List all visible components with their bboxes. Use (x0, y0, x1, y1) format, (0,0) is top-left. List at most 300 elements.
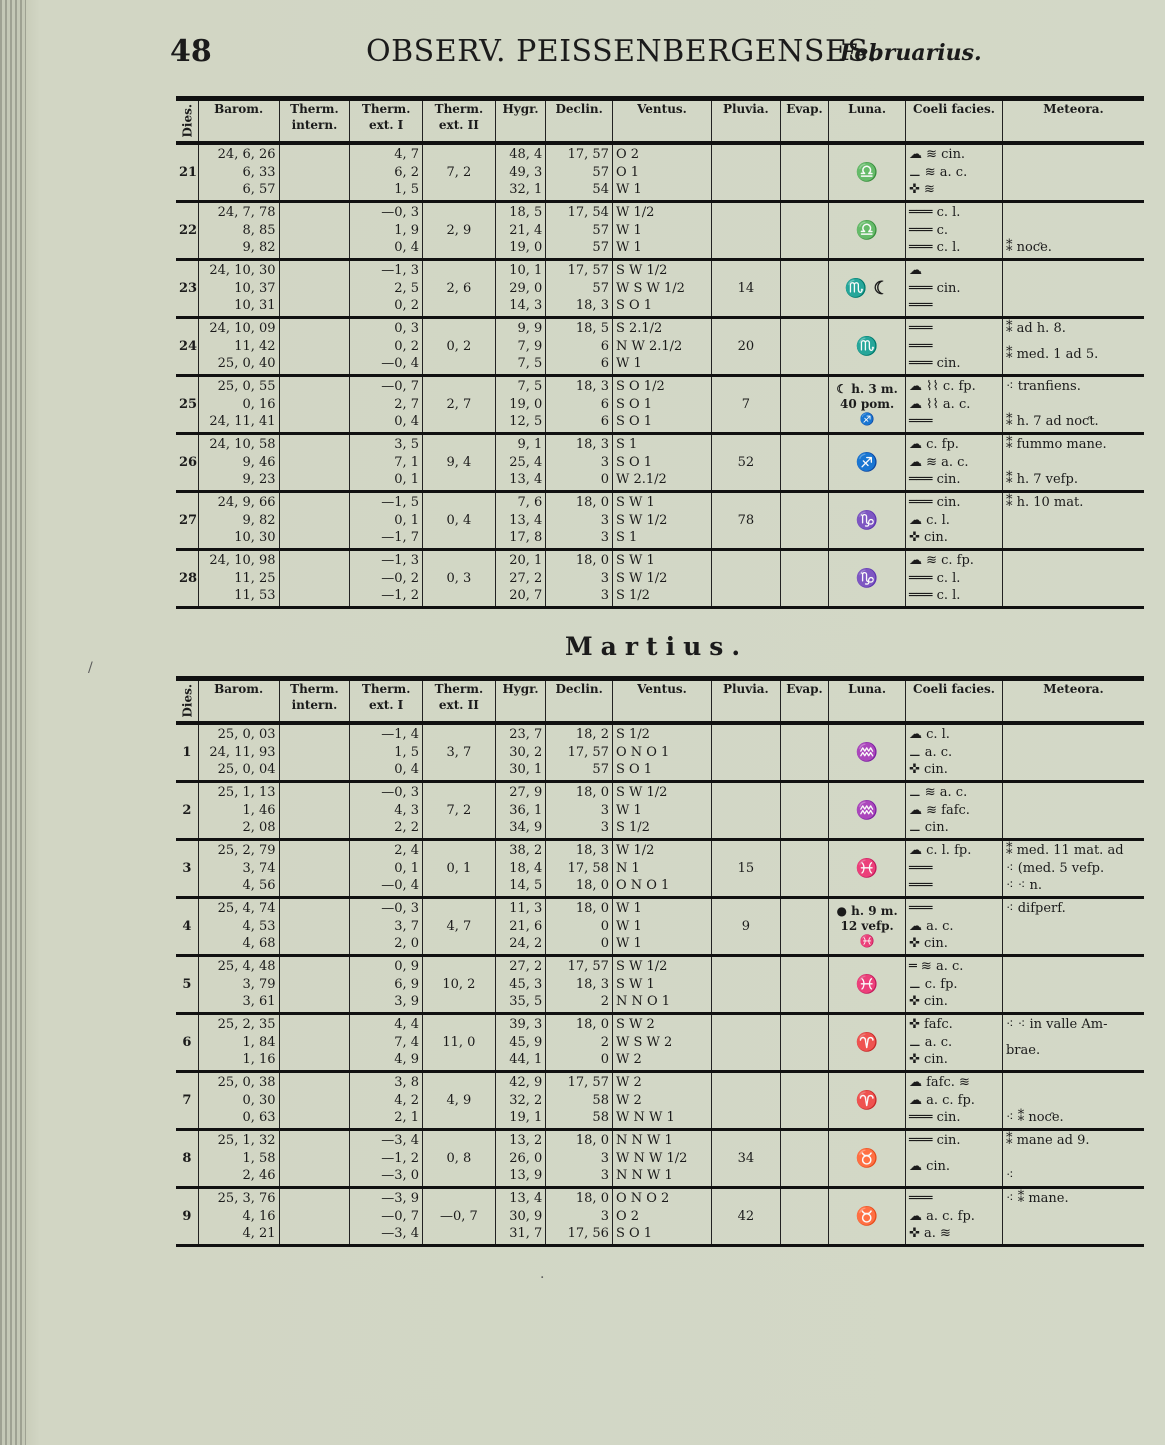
sky-cell-line: ⚊ ≋ a. c. (908, 785, 968, 800)
barometer-cell (198, 143, 279, 201)
column-header: Therm. intern. (279, 99, 350, 144)
table-row (176, 897, 1144, 955)
therm-ext2-cell: 11, 0 (423, 1013, 496, 1071)
wind-cell (612, 897, 711, 955)
day-number: 23 (179, 280, 198, 296)
declination-cell-line: 18, 0 (575, 785, 609, 800)
barometer-cell-line: 3, 61 (242, 994, 276, 1009)
therm-ext1-cell-line: 3, 5 (394, 437, 420, 452)
therm-ext2-cell: 3, 7 (423, 723, 496, 781)
declination-cell-line: 18, 0 (575, 901, 609, 916)
sky-cell-lines (909, 436, 999, 488)
sky-cell (905, 143, 1002, 201)
therm-ext1-cell-line: —3, 4 (381, 1133, 420, 1148)
wind-cell-lines (616, 494, 708, 546)
declination-cell-line: 57 (592, 280, 609, 296)
hygrometer-cell-line: 21, 4 (509, 222, 543, 238)
day-number: 22 (179, 222, 198, 238)
hygrometer-cell-line: 23, 7 (509, 727, 543, 743)
moon-cell: ♑ (829, 491, 906, 549)
hygrometer-cell-line: 18, 4 (509, 860, 543, 876)
meteora-cell-line: ⁑ med. 11 mat. ad (1005, 843, 1124, 858)
barometer-cell-lines (202, 958, 276, 1010)
declination-cell-lines (549, 146, 609, 198)
barometer-cell-lines (202, 1132, 276, 1184)
wind-cell-line: W 1 (615, 901, 642, 916)
wind-cell-line: S W 1 (615, 553, 655, 568)
table-row (176, 549, 1144, 607)
wind-cell (612, 375, 711, 433)
therm-ext2-cell: 2, 9 (423, 201, 496, 259)
therm-ext1-cell (350, 201, 423, 259)
wind-cell-line: S O 1 (615, 762, 653, 778)
wind-cell-line: S W 1/2 (615, 570, 668, 586)
declination-cell-line: 18, 3 (575, 379, 609, 394)
rain-cell: 42 (711, 1187, 780, 1245)
hygrometer-cell (495, 433, 546, 491)
therm-ext1-cell-lines (353, 552, 419, 604)
column-header: Declin. (546, 99, 613, 144)
meteora-cell-line: ⁖ (1005, 1168, 1014, 1183)
therm-ext1-cell-line: —1, 3 (381, 553, 420, 568)
barometer-cell (198, 201, 279, 259)
day-number: 4 (182, 918, 192, 934)
rain-cell (711, 201, 780, 259)
barometer-cell-lines (202, 842, 276, 894)
therm-intern-cell (279, 549, 350, 607)
declination-cell-line: 17, 56 (567, 1226, 609, 1241)
barometer-cell (198, 549, 279, 607)
therm-intern-cell (279, 723, 350, 781)
hygrometer-cell-line: 7, 5 (517, 356, 543, 371)
therm-ext1-cell-line: 7, 4 (394, 1034, 420, 1050)
evaporation-cell (780, 375, 829, 433)
table-row (176, 433, 1144, 491)
barometer-cell-line: 4, 56 (242, 878, 276, 893)
declination-cell-line: 3 (600, 1208, 609, 1224)
therm-ext1-cell (350, 1013, 423, 1071)
hygrometer-cell-line: 36, 1 (509, 802, 543, 818)
moon-cell: ♈ (829, 1071, 906, 1129)
barometer-cell-line: 4, 21 (242, 1226, 276, 1241)
declination-cell (546, 491, 613, 549)
barometer-cell (198, 491, 279, 549)
declination-cell-line: 6 (600, 414, 609, 429)
declination-cell-line: 17, 57 (567, 1075, 609, 1090)
sky-cell-line: ═══ c. l. (908, 205, 961, 220)
barometer-cell-line: 25, 0, 40 (217, 356, 276, 371)
declination-cell (546, 897, 613, 955)
barometer-cell (198, 1013, 279, 1071)
declination-cell-line: 17, 54 (567, 205, 609, 220)
sky-cell (905, 1071, 1002, 1129)
column-header: Coeli facies. (905, 679, 1002, 724)
column-header: Barom. (198, 679, 279, 724)
hygrometer-cell-line: 45, 3 (509, 976, 543, 992)
hygrometer-cell-lines (499, 436, 543, 488)
hygrometer-cell-line: 31, 7 (509, 1226, 543, 1241)
sky-cell-line: ☁ cin. (908, 1159, 951, 1174)
moon-cell: ● h. 9 m. 12 vefp. ♓ (829, 897, 906, 955)
barometer-cell-line: 24, 11, 93 (209, 744, 276, 760)
declination-cell (546, 433, 613, 491)
therm-ext1-cell (350, 781, 423, 839)
declination-cell-line: 17, 57 (567, 263, 609, 278)
wind-cell-lines (616, 900, 708, 952)
sky-cell-line: ✜ cin. (908, 1052, 948, 1067)
meteora-cell (1002, 839, 1144, 897)
declination-cell-lines (549, 1190, 609, 1242)
wind-cell-line: O N O 1 (615, 744, 670, 760)
sky-cell-lines (909, 378, 999, 430)
rain-cell: 14 (711, 259, 780, 317)
wind-cell-lines (616, 726, 708, 778)
wind-cell (612, 781, 711, 839)
sky-cell-lines (909, 1016, 999, 1068)
rain-cell: 9 (711, 897, 780, 955)
declination-cell-line: 0 (600, 472, 609, 487)
sky-cell-line: ☁ c. fp. (908, 437, 959, 452)
therm-ext1-cell-line: —1, 7 (381, 530, 420, 545)
evaporation-cell (780, 549, 829, 607)
barometer-cell-line: 24, 11, 41 (209, 414, 276, 429)
declination-cell-line: 2 (600, 1034, 609, 1050)
wind-cell-line: S 1/2 (615, 727, 650, 743)
hygrometer-cell-line: 24, 2 (509, 936, 543, 951)
hygrometer-cell-line: 32, 1 (509, 182, 543, 198)
wind-cell-lines (616, 1016, 708, 1068)
declination-cell (546, 781, 613, 839)
table-row (176, 839, 1144, 897)
barometer-cell (198, 1129, 279, 1187)
column-header: Therm. ext. I (350, 679, 423, 724)
moon-cell: ♓ (829, 955, 906, 1013)
barometer-cell (198, 259, 279, 317)
wind-cell (612, 839, 711, 897)
sky-cell-lines (909, 552, 999, 604)
therm-ext1-cell (350, 375, 423, 433)
hygrometer-cell-line: 25, 4 (509, 454, 543, 470)
therm-ext2-cell: 7, 2 (423, 781, 496, 839)
wind-cell (612, 259, 711, 317)
declination-cell-lines (549, 900, 609, 952)
therm-ext1-cell-line: 3, 7 (394, 918, 420, 934)
rain-cell (711, 143, 780, 201)
sky-cell (905, 955, 1002, 1013)
declination-cell-line: 3 (600, 1150, 609, 1166)
column-header: Pluvia. (711, 679, 780, 724)
sky-cell (905, 433, 1002, 491)
meteora-cell-lines (1006, 552, 1141, 604)
wind-cell-lines (616, 146, 708, 198)
meteora-cell (1002, 897, 1144, 955)
hygrometer-cell (495, 259, 546, 317)
sky-cell-line: ✜ cin. (908, 936, 948, 951)
hygrometer-cell-lines (499, 320, 543, 372)
running-header (170, 34, 1130, 74)
margin-mark: · (540, 1270, 545, 1286)
meteora-cell-line: ⁑ h. 7 ad noƈt. (1005, 414, 1099, 429)
page-number: 48 (170, 34, 212, 69)
wind-cell-line: S O 1 (615, 298, 653, 313)
page-title: OBSERV. PEISSENBERGENSES. (366, 34, 878, 69)
declination-cell-line: 6 (600, 356, 609, 371)
barometer-cell-line: 11, 53 (234, 588, 276, 603)
declination-cell-line: 18, 0 (575, 495, 609, 510)
meteora-cell-line: ⁑ mane ad 9. (1005, 1133, 1090, 1148)
sky-cell-line: ☁ a. c. (908, 918, 954, 934)
wind-cell-line: W 1 (615, 182, 642, 198)
sky-cell-line: ☁ ≋ fafc. (908, 802, 970, 818)
hygrometer-cell-lines (499, 958, 543, 1010)
meteora-cell-line: ⁑ noƈe. (1005, 240, 1052, 255)
barometer-cell-line: 9, 82 (242, 512, 276, 528)
meteora-cell (1002, 1187, 1144, 1245)
therm-ext1-cell-lines (353, 1132, 419, 1184)
rain-cell: 7 (711, 375, 780, 433)
hygrometer-cell-lines (499, 726, 543, 778)
declination-cell-line: 18, 0 (575, 1017, 609, 1032)
binding-edge (0, 0, 26, 1445)
therm-ext1-cell-line: —1, 4 (381, 727, 420, 743)
wind-cell-line: N N O 1 (615, 994, 671, 1009)
hygrometer-cell-line: 11, 3 (509, 901, 543, 916)
sky-cell-line: ✜ ≋ (908, 182, 935, 198)
evaporation-cell (780, 781, 829, 839)
sky-cell-lines (909, 784, 999, 836)
hygrometer-cell (495, 143, 546, 201)
barometer-cell (198, 781, 279, 839)
meteora-cell-line: ⁖ ⁖ n. (1005, 878, 1042, 893)
wind-cell-line: S O 1 (615, 396, 653, 412)
hygrometer-cell-lines (499, 1016, 543, 1068)
meteora-cell (1002, 549, 1144, 607)
day-number: 26 (179, 454, 198, 470)
hygrometer-cell (495, 1187, 546, 1245)
wind-cell-line: N 1 (615, 860, 640, 876)
therm-intern-cell (279, 491, 350, 549)
wind-cell-line: S W 2 (615, 1017, 655, 1032)
sky-cell-line: ☁ c. l. fp. (908, 843, 972, 858)
sky-cell-line: ✜ cin. (908, 530, 948, 545)
declination-cell-line: 58 (592, 1092, 609, 1108)
sky-cell-line: ☁ (908, 263, 922, 278)
barometer-cell-lines (202, 1074, 276, 1126)
day-number: 5 (182, 976, 192, 992)
evaporation-cell (780, 955, 829, 1013)
meteora-cell-lines (1006, 958, 1141, 1010)
meteora-cell-line: ⁑ h. 10 mat. (1005, 495, 1084, 510)
hygrometer-cell (495, 1013, 546, 1071)
day-number: 21 (179, 164, 198, 180)
hygrometer-cell-line: 30, 1 (509, 762, 543, 778)
hygrometer-cell-line: 20, 1 (509, 553, 543, 568)
barometer-cell-lines (202, 726, 276, 778)
barometer-cell-line: 9, 23 (242, 472, 276, 487)
column-header: Dies. (180, 683, 195, 718)
hygrometer-cell-line: 9, 1 (517, 437, 543, 452)
barometer-cell-line: 1, 58 (242, 1150, 276, 1166)
therm-ext1-cell-line: 7, 1 (394, 454, 420, 470)
therm-ext1-cell-lines (353, 900, 419, 952)
wind-cell-line: W 1 (615, 356, 642, 371)
hygrometer-cell-line: 49, 3 (509, 164, 543, 180)
wind-cell-lines (616, 1074, 708, 1126)
barometer-cell-line: 24, 10, 98 (209, 553, 276, 568)
hygrometer-cell-lines (499, 900, 543, 952)
declination-cell-line: 0 (600, 918, 609, 934)
barometer-cell-line: 3, 79 (242, 976, 276, 992)
barometer-cell-line: 3, 74 (242, 860, 276, 876)
observation-table-martius (176, 676, 1144, 1247)
barometer-cell-line: 2, 46 (242, 1168, 276, 1183)
therm-ext1-cell (350, 955, 423, 1013)
therm-ext1-cell (350, 549, 423, 607)
rain-cell: 34 (711, 1129, 780, 1187)
therm-ext2-cell: 0, 1 (423, 839, 496, 897)
therm-intern-cell (279, 839, 350, 897)
hygrometer-cell-line: 19, 1 (509, 1110, 543, 1125)
therm-ext2-cell: 9, 4 (423, 433, 496, 491)
declination-cell-line: 57 (592, 240, 609, 255)
evaporation-cell (780, 201, 829, 259)
barometer-cell-line: 25, 2, 79 (217, 843, 276, 858)
evaporation-cell (780, 1071, 829, 1129)
evaporation-cell (780, 259, 829, 317)
sky-cell-line: ☁ a. c. fp. (908, 1208, 975, 1224)
declination-cell-line: 3 (600, 512, 609, 528)
barometer-cell-line: 2, 08 (242, 820, 276, 835)
barometer-cell-line: 6, 57 (242, 182, 276, 198)
declination-cell (546, 549, 613, 607)
therm-ext2-cell: 0, 3 (423, 549, 496, 607)
hygrometer-cell-line: 9, 9 (517, 321, 543, 336)
declination-cell-line: 18, 2 (575, 727, 609, 743)
moon-cell: ♐ (829, 433, 906, 491)
hygrometer-cell-line: 13, 9 (509, 1168, 543, 1183)
declination-cell-lines (549, 726, 609, 778)
barometer-cell-lines (202, 436, 276, 488)
meteora-cell (1002, 491, 1144, 549)
hygrometer-cell-line: 13, 4 (509, 472, 543, 487)
therm-ext1-cell-line: 2, 5 (394, 280, 420, 296)
column-header: Ventus. (612, 679, 711, 724)
wind-cell-line: O 1 (615, 164, 640, 180)
barometer-cell-line: 0, 30 (242, 1092, 276, 1108)
table-row (176, 781, 1144, 839)
declination-cell (546, 839, 613, 897)
declination-cell (546, 1129, 613, 1187)
declination-cell-line: 17, 57 (567, 147, 609, 163)
evaporation-cell (780, 143, 829, 201)
meteora-cell-lines (1006, 262, 1141, 314)
therm-ext1-cell-line: 0, 4 (394, 240, 420, 255)
wind-cell-lines (616, 378, 708, 430)
barometer-cell-lines (202, 494, 276, 546)
hygrometer-cell-lines (499, 552, 543, 604)
wind-cell-line: W S W 2 (615, 1034, 673, 1050)
barometer-cell-line: 10, 30 (234, 530, 276, 545)
declination-cell-line: 18, 3 (575, 976, 609, 992)
margin-mark: / (88, 660, 93, 676)
hygrometer-cell-line: 30, 2 (509, 744, 543, 760)
barometer-cell-lines (202, 552, 276, 604)
sky-cell (905, 897, 1002, 955)
sky-cell-line: ═══ c. l. (908, 588, 961, 603)
wind-cell-line: N W 2.1/2 (615, 338, 683, 354)
sky-cell-line: ☁ a. c. fp. (908, 1092, 975, 1108)
hygrometer-cell-line: 29, 0 (509, 280, 543, 296)
table-row (176, 143, 1144, 201)
hygrometer-cell-line: 19, 0 (509, 240, 543, 255)
column-header: Evap. (780, 99, 829, 144)
sky-cell-line: ═══ (908, 298, 933, 313)
therm-ext1-cell (350, 839, 423, 897)
rain-cell: 15 (711, 839, 780, 897)
therm-ext1-cell-line: 0, 3 (394, 321, 420, 336)
therm-ext1-cell-line: 2, 7 (394, 396, 420, 412)
declination-cell-line: 18, 0 (575, 878, 609, 893)
hygrometer-cell-lines (499, 1190, 543, 1242)
meteora-cell-lines (1006, 436, 1141, 488)
therm-ext1-cell-line: —3, 4 (381, 1226, 420, 1241)
column-header: Therm. ext. II (423, 679, 496, 724)
wind-cell (612, 1013, 711, 1071)
barometer-cell-line: 24, 9, 66 (217, 495, 276, 510)
hygrometer-cell-line: 42, 9 (509, 1075, 543, 1090)
hygrometer-cell-lines (499, 494, 543, 546)
wind-cell-lines (616, 320, 708, 372)
declination-cell-line: 17, 57 (567, 744, 609, 760)
sky-cell (905, 723, 1002, 781)
barometer-cell (198, 723, 279, 781)
wind-cell (612, 143, 711, 201)
barometer-cell-lines (202, 1016, 276, 1068)
therm-ext1-cell-line: —0, 2 (381, 570, 420, 586)
wind-cell-line: S W 1/2 (615, 785, 668, 800)
hygrometer-cell-line: 19, 0 (509, 396, 543, 412)
therm-intern-cell (279, 955, 350, 1013)
wind-cell-line: N N W 1 (615, 1133, 673, 1148)
hygrometer-cell-line: 27, 2 (509, 570, 543, 586)
therm-ext1-cell-lines (353, 494, 419, 546)
sky-cell (905, 201, 1002, 259)
hygrometer-cell-lines (499, 842, 543, 894)
declination-cell-line: 3 (600, 802, 609, 818)
declination-cell (546, 1071, 613, 1129)
therm-ext2-cell: 7, 2 (423, 143, 496, 201)
declination-cell (546, 1013, 613, 1071)
therm-ext1-cell (350, 1129, 423, 1187)
wind-cell-line: W 2 (615, 1092, 642, 1108)
wind-cell-line: S 1 (615, 437, 638, 452)
sky-cell-line: ═══ cin. (908, 472, 961, 487)
therm-ext1-cell-line: —0, 3 (381, 901, 420, 916)
wind-cell (612, 491, 711, 549)
sky-cell-line: ✜ cin. (908, 994, 948, 1009)
wind-cell-line: S W 1 (615, 495, 655, 510)
barometer-cell (198, 433, 279, 491)
barometer-cell-lines (202, 784, 276, 836)
barometer-cell (198, 1071, 279, 1129)
declination-cell-line: 18, 3 (575, 437, 609, 452)
wind-cell-line: S W 1/2 (615, 959, 668, 974)
hygrometer-cell-line: 14, 3 (509, 298, 543, 313)
therm-ext1-cell-line: 4, 2 (394, 1092, 420, 1108)
meteora-cell-line: ⁖ (med. 5 vefp. (1005, 860, 1105, 876)
declination-cell-line: 57 (592, 762, 609, 778)
wind-cell (612, 317, 711, 375)
